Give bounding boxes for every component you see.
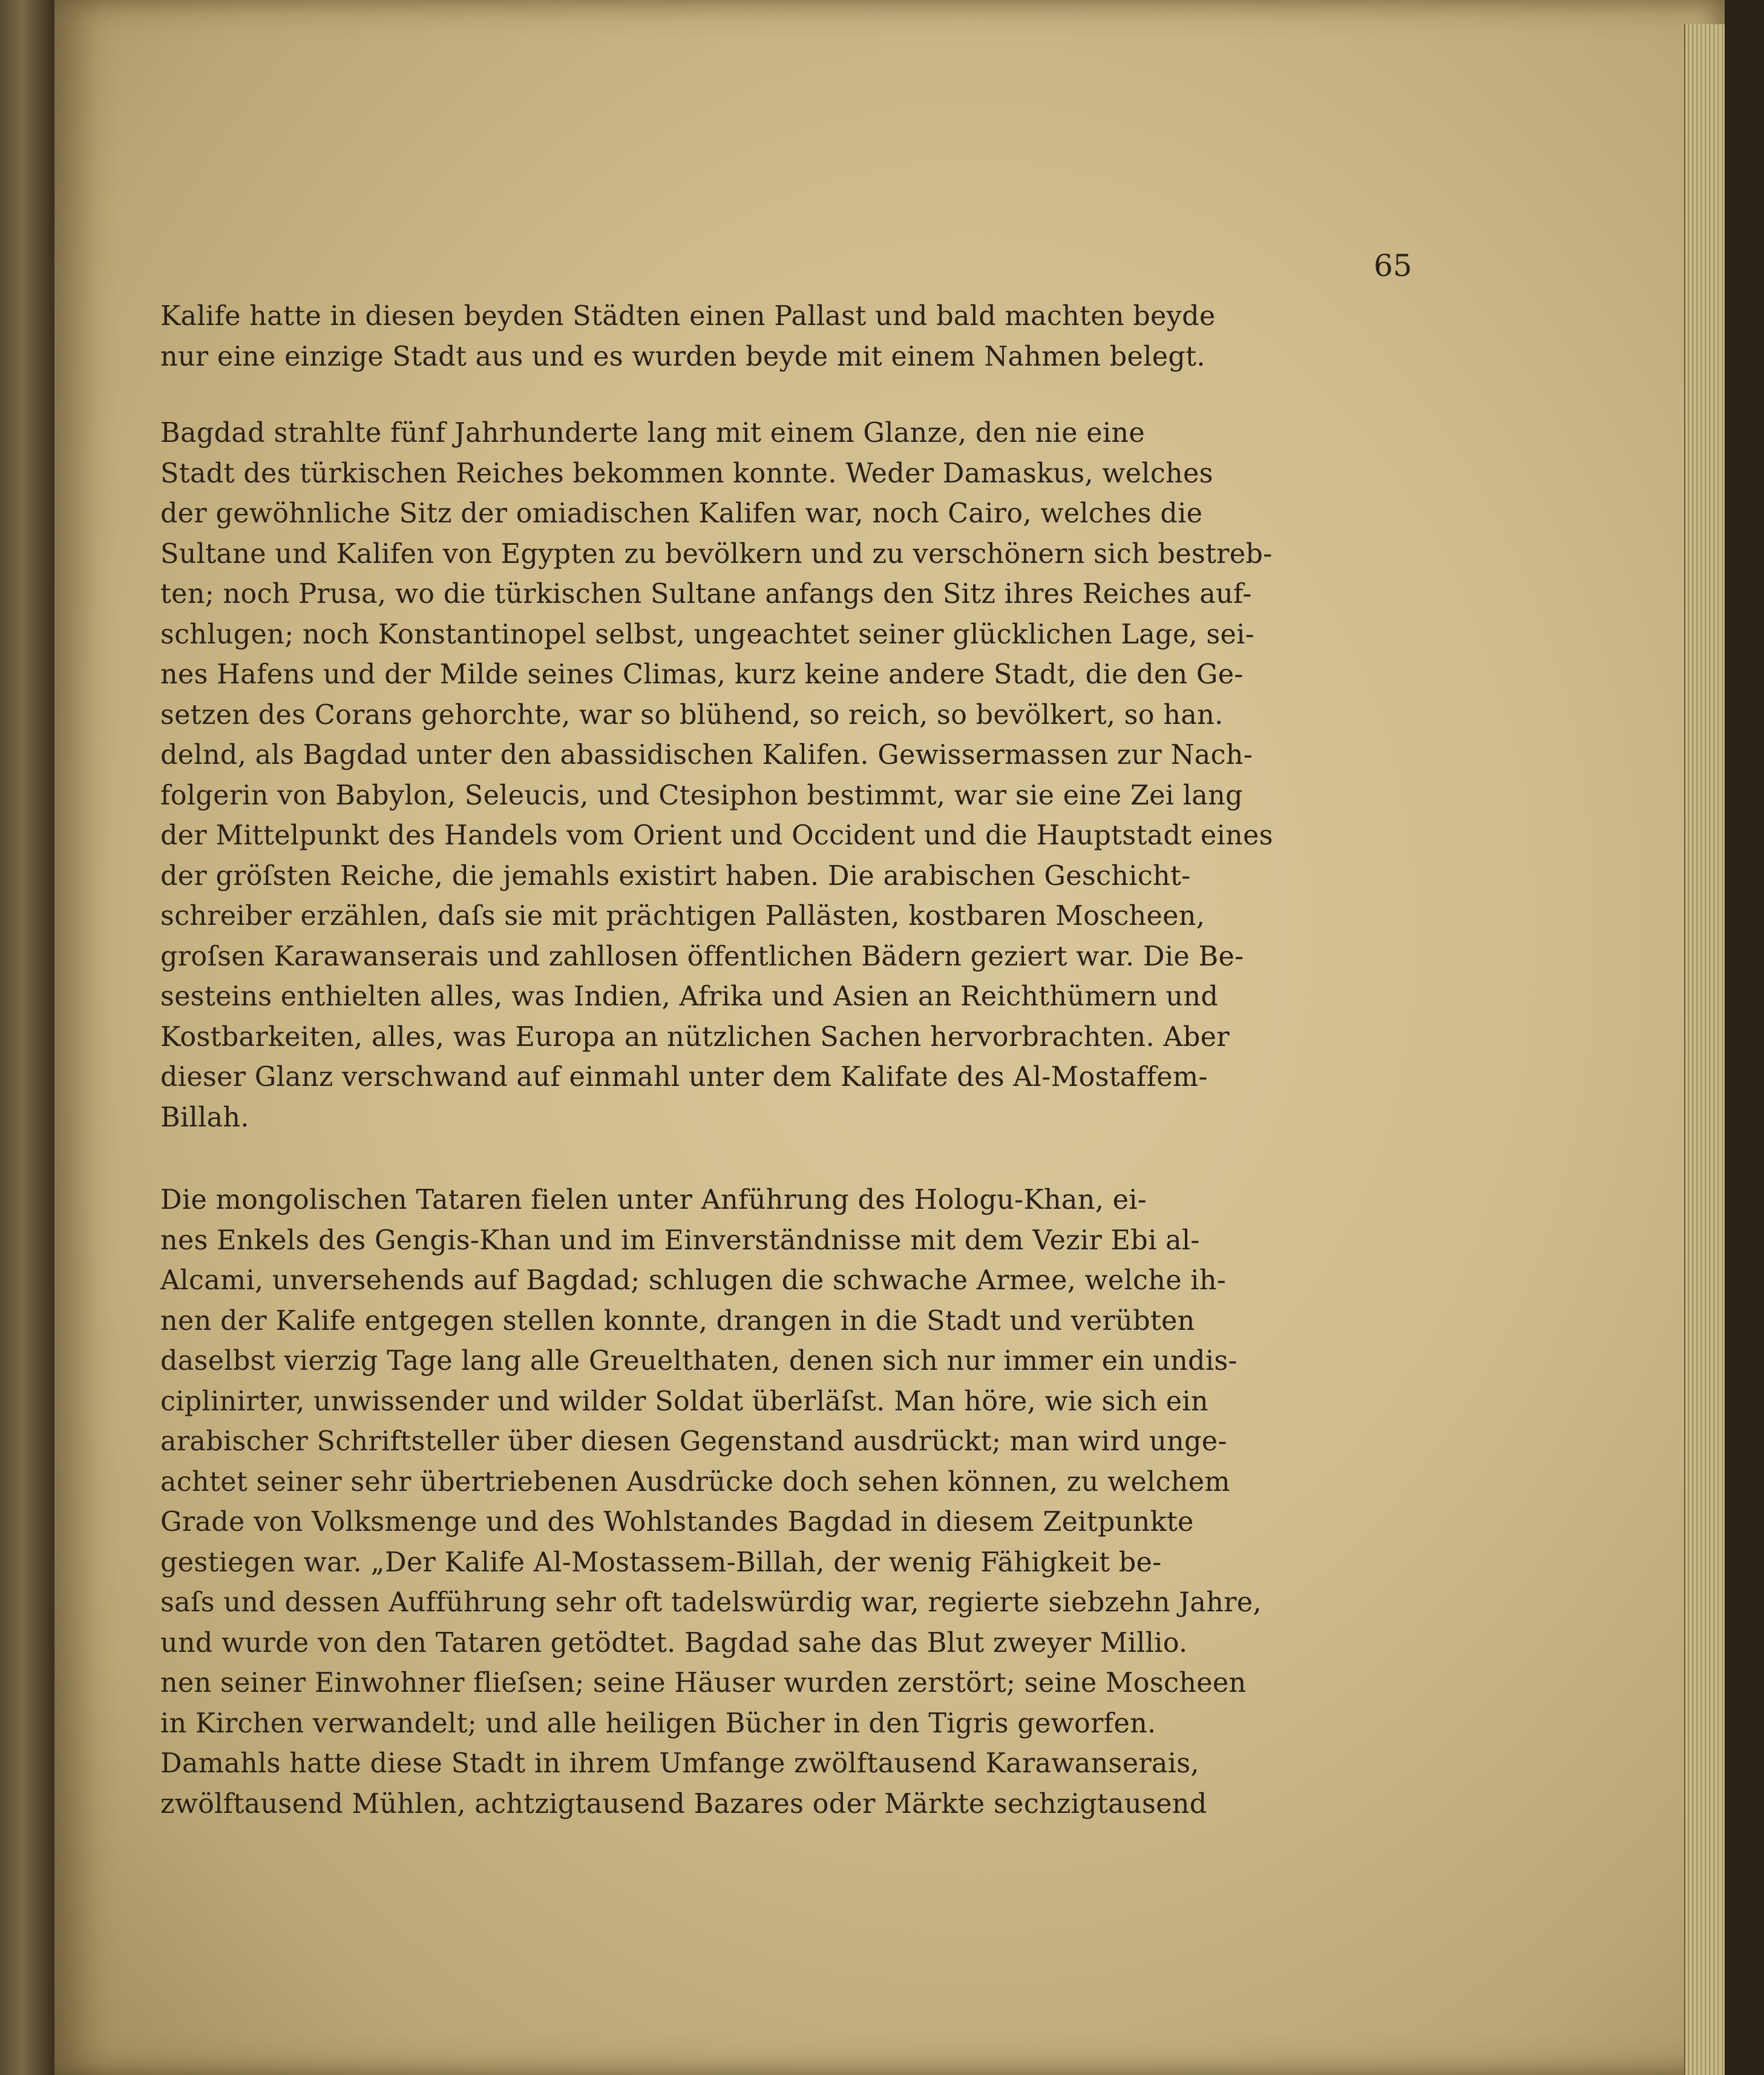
paragraph-3: Die mongolischen Tataren fielen unter Anführung des Hologu-Khan, ei- nes Enkels des Gengis-Khan und im Einverständnisse mit dem Vezir Ebi al- Alcami, unversehends auf Bagdad; schlugen die schwache Armee, welche ih- nen der Kalife entgegen stellen konnte, drangen in die Stadt und verübten daselbst vierzig Tage lang alle Greuelthaten, denen sich nur immer ein undis- ciplinirter, unwissender und wilder Soldat überläſst. Man höre, wie sich ein arabischer Schriftsteller über diesen Gegenstand ausdrückt; man wird unge- achtet seiner sehr übertriebenen Ausdrücke doch sehen können, zu welchem Grade von Volksmenge und des Wohlstandes Bagdad in diesem Zeitpunkte gestiegen war. „Der Kalife Al-Mostassem-Billah, der wenig Fähigkeit be- saſs und dessen Aufführung sehr oft tadelswürdig war, regierte siebzehn Jahre, und wurde von den Tataren getödtet. Bagdad sahe das Blut zweyer Millio. nen seiner Einwohner flieſsen; seine Häuser wurden zerstört; seine Moscheen in Kirchen verwandelt; und alle heiligen Bücher in den Tigris geworfen. Damahls hatte diese Stadt in ihrem Umfange zwölftausend Karawanserais, zwölftausend Mühlen, achtzigtausend Bazares oder Märkte sechzigtausend bbox=[160, 1185, 1262, 1820]
book-gutter bbox=[0, 0, 54, 2075]
paragraph-2: Bagdad strahlte fünf Jahrhunderte lang mit einem Glanze, den nie eine Stadt des türkischen Reiches bekommen konnte. Weder Damaskus, welches der gewöhnliche Sitz der omiadischen Kalifen war, noch Cairo, welches die Sultane und Kalifen von Egypten zu bevölkern und zu verschönern sich bestreb- ten; noch Prusa, wo die türkischen Sultane anfangs den Sitz ihres Reiches auf- schlugen; noch Konstantinopel selbst, ungeachtet seiner glücklichen Lage, sei- nes Hafens und der Milde seines Climas, kurz keine andere Stadt, die den Ge- setzen des Corans gehorchte, war so blühend, so reich, so bevölkert, so han. delnd, als Bagdad unter den abassidischen Kalifen. Gewissermassen zur Nach- folgerin von Babylon, Seleucis, und Ctesiphon bestimmt, war sie eine Zei lang der Mittelpunkt des Handels vom Orient und Occident und die Hauptstadt eines der gröſsten Reiche, die jemahls existirt haben. Die arabischen Geschicht- schreiber erzählen, daſs sie mit prächtigen Pallästen, kostbaren Moscheen, groſsen Karawanserais und zahllosen öffentlichen Bädern geziert war. Die Be- sesteins enthielten alles, was Indien, Afrika und Asien an Reichthümern und Kostbarkeiten, alles, was Europa an nützlichen Sachen hervorbrachten. Aber dieser Glanz verschwand auf einmahl unter dem Kalifate des Al-Mostaffem- Billah. bbox=[160, 418, 1273, 1133]
page-number: 65 bbox=[1374, 248, 1412, 283]
page-edges bbox=[1684, 24, 1725, 2075]
body-text bbox=[160, 297, 1407, 1824]
paragraph-1: Kalife hatte in diesen beyden Städten einen Pallast und bald machten beyde nur eine einzige Stadt aus und es wurden beyde mit einem Nahmen belegt. bbox=[160, 301, 1216, 372]
